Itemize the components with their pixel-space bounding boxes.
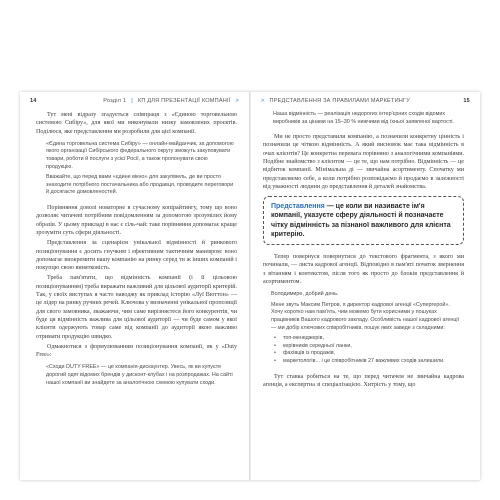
chevron-right-icon: > xyxy=(261,98,265,104)
paragraph: Треба пам'ятати, що відмінність компанії (і її цільовою позиціонуванням) треба виражати важливий для цільової аудиторії критерій. Так, у своїх виступах я часто наводжу як приклад історію «Луї Вюттон» — це лідер на ринку ручних речей. Ключова у визначенні унікальної пропозиції для свого замовника, зважаючи, чим саме вирізняєтеся його конкурентів, чи буде ця відмінність важлива для цільової аудиторії — чи буде самом у якої клієнти одержують товар саме від компанії до аудиторії якою важливо отримати продукцію швидко. xyxy=(36,275,237,340)
letter-example xyxy=(263,291,464,365)
book-spread xyxy=(20,92,480,480)
list-item: • фахівців із продажів, xyxy=(281,350,462,358)
paragraph: Одмакнотися з формулюванням позиціонування компанії, як у «Duty Free»: xyxy=(36,343,237,359)
header-separator: | xyxy=(131,98,133,104)
letter-list xyxy=(271,335,462,365)
paragraph: Тепер повернуся повернутися до текстового фрагмента, з якого ми починали, — листа кадрової агенції. Відповідно в пам'яті початок звернення з вітанням і контекстом, після того як просто до блоків представлення й асортиментом. xyxy=(263,254,464,285)
example-text: Вважайте, що перед вами «єдине вікно» для закупівель, де ви просто знаходите потрібного постачальника або продавця, проводите переговори й досягаєте домовленостей. xyxy=(46,174,234,196)
definition-callout xyxy=(263,196,464,245)
right-running-header xyxy=(261,98,470,104)
callout-definition: — це коли ви називаєте ім'я компанії, указуєте сферу діяльності й позначаєте чітку відмінність за пізнаної важливого для клієнта критерію. xyxy=(271,203,451,238)
example-text: «Єдина торговельна система Сибіру» — онлайн-майданчик, за допомогою якого організації Сибірського федерального округу зможуть закуповувати товари, роботи й послуги з усієї Росії, а також пропонувати свою продукцію. xyxy=(46,140,234,170)
letter-body: Мене звуть Максим Петров, я директор кадрової агенції «Супергерой». Хочу коротко нам пам'ять, чим можемо бути корисними у пошуках працівників Вашого кадрового закладу. Особливість нашої кадрової агенції — ми добір ключових співробітників, пошук яких заведе з складними: xyxy=(271,301,460,331)
left-running-header xyxy=(30,98,239,104)
paragraph: Представлення за сценарієм унікальної відмінності й ринкового позиціонування є досить гнучким і ефективним тактичним маневром: воно допомагає виокремити вашу компанію на ринку серед ти ж інших компаній і покупцю свою винятковість. xyxy=(36,240,237,272)
right-page-number: 15 xyxy=(463,98,470,104)
list-item: • топ-менеджерів, xyxy=(281,335,462,343)
chevron-right-icon: > xyxy=(235,98,239,104)
callout-term: Представлення xyxy=(271,203,325,211)
example-block xyxy=(36,141,237,197)
paragraph: Порівняння доволі новаторне в сучасному копірайтингу, тому що воно дозволяє читачеві потрібним повідомленням за допомогою зрозумілих йому образів. У цьому прикладі в нас є сіль-чай: таке порівняння допомагає краще зрозуміти суть сфери діяльності. xyxy=(36,205,237,236)
right-page-text xyxy=(263,111,464,391)
example-text: «Сходи DUTY FREE» — це компанія-дискаунтер. Увесь, як ви купуєте дорогий одяг відомих брендів у дисконт-клубах і на розпродажах. На сайті нашої компанії ви знайдете за аналогічною схемою купувати сходи. xyxy=(46,364,233,386)
paragraph: Тут мені відразу згадується співпраця з «Єдиною торговельною системою Сибіру», для якої ми виконували низку замовлених проєктів. Поділюся, яке представлення ми розробили для цієї компанії. xyxy=(36,112,237,135)
left-page-text xyxy=(36,111,237,394)
chapter-title: ПРЕДСТАВЛЕННЯ ЗА ПРАВИЛАМИ МАРКЕТИНГУ xyxy=(269,98,411,104)
left-page xyxy=(20,92,249,480)
list-item: • маркетологів... і це співробітників 27 важливих сходів залишили. xyxy=(281,358,462,366)
list-item: • керівників середньої ланки, xyxy=(281,343,462,351)
left-page-number: 14 xyxy=(30,98,37,104)
paragraph: Тут ставка робиться на те, що перед читачем не звичайна кадрова агенція, а експертна зі спеціалізацією. Хитрість у тому, що xyxy=(263,373,464,388)
example-block xyxy=(263,111,464,126)
example-text: Наша відмінність — реалізація недорогих інтер'єрних сходів відомих виробників за цінами на 15–30 % нижчими від їхньої заявленої вартості. xyxy=(273,111,454,125)
paragraph: Ми не просто представили компанію, а позначили конкретну цінність і позначили це чіткою відмінність. А який висновок має така відмінність в очах клієнтів? Це конкретна перевага порівняно з аналогічними компаніями. Подібне знайомство з клієнтом — це те, що нам потрібно. Відмінність — це відбиток компанії. Мінімальна ді — звичайна асортименту. Спочатку ми представляємо себе, а коли потрібно розповідаємо й продаємо в залежності від уважності людини до представлення й деталей знайомства. xyxy=(263,134,464,190)
letter-greeting: Володимире, добрий день. xyxy=(271,291,339,298)
example-block xyxy=(36,364,237,387)
chapter-title: КП ДЛЯ ПРЕЗЕНТАЦІЇ КОМПАНІЇ xyxy=(137,98,231,104)
section-label: Розділ 1 xyxy=(103,98,127,104)
right-page xyxy=(251,92,480,480)
